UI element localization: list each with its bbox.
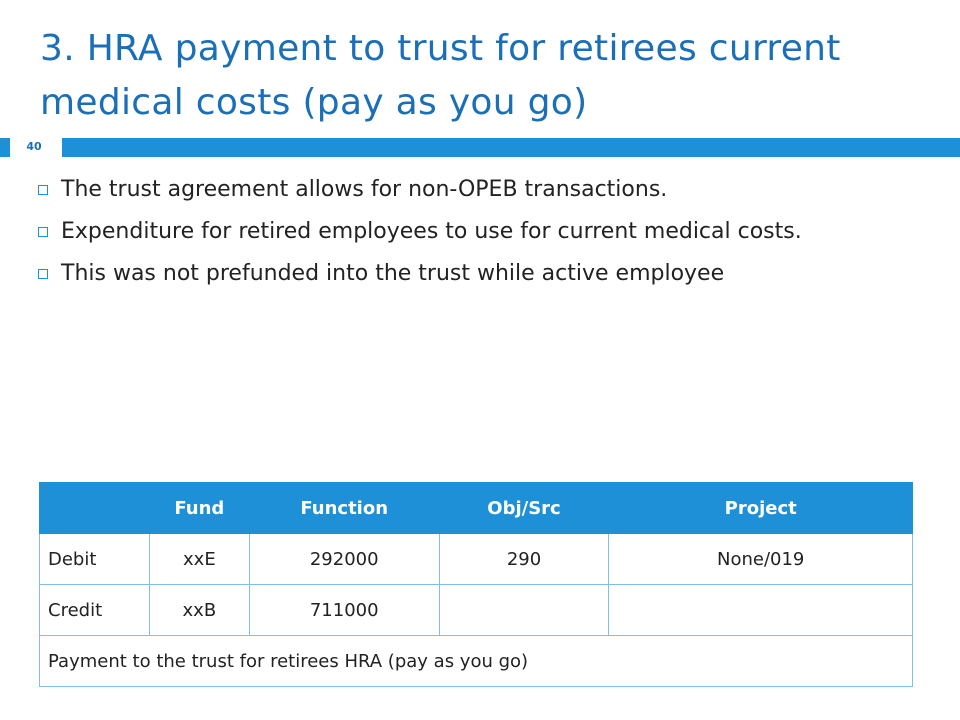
header-rule-left xyxy=(0,138,10,157)
obj-src-cell: 290 xyxy=(439,534,609,585)
header-cell-function: Function xyxy=(249,483,439,534)
bullet-text: Expenditure for retired employees to use for current medical costs. xyxy=(61,219,802,244)
function-cell: 292000 xyxy=(249,534,439,585)
table-row-credit xyxy=(40,585,913,636)
project-cell: None/019 xyxy=(609,534,913,585)
bullet-text: The trust agreement allows for non-OPEB transactions. xyxy=(61,177,668,202)
header-cell-obj-src: Obj/Src xyxy=(439,483,609,534)
square-bullet-icon xyxy=(38,227,48,237)
bullet-item xyxy=(38,174,938,206)
entry-description: Payment to the trust for retirees HRA (pay as you go) xyxy=(40,636,913,687)
function-cell: 711000 xyxy=(249,585,439,636)
table-row-note xyxy=(40,636,913,687)
bullet-item xyxy=(38,258,938,290)
bullet-text: This was not prefunded into the trust while active employee xyxy=(61,261,725,286)
header-rule-right xyxy=(62,138,960,157)
slide-title: 3. HRA payment to trust for retirees current medical costs (pay as you go) xyxy=(40,28,841,123)
table-header-row xyxy=(40,483,913,534)
fund-cell: xxB xyxy=(149,585,249,636)
obj-src-cell xyxy=(439,585,609,636)
square-bullet-icon xyxy=(38,185,48,195)
fund-cell: xxE xyxy=(149,534,249,585)
square-bullet-icon xyxy=(38,269,48,279)
row-label: Credit xyxy=(40,585,150,636)
project-cell xyxy=(609,585,913,636)
header-cell-project: Project xyxy=(609,483,913,534)
table-row-debit xyxy=(40,534,913,585)
journal-entry-table xyxy=(39,482,913,687)
header-cell-fund: Fund xyxy=(149,483,249,534)
header-cell-blank xyxy=(40,483,150,534)
bullet-list xyxy=(38,174,938,300)
bullet-item xyxy=(38,216,938,248)
slide-number: 40 xyxy=(10,135,58,159)
row-label: Debit xyxy=(40,534,150,585)
